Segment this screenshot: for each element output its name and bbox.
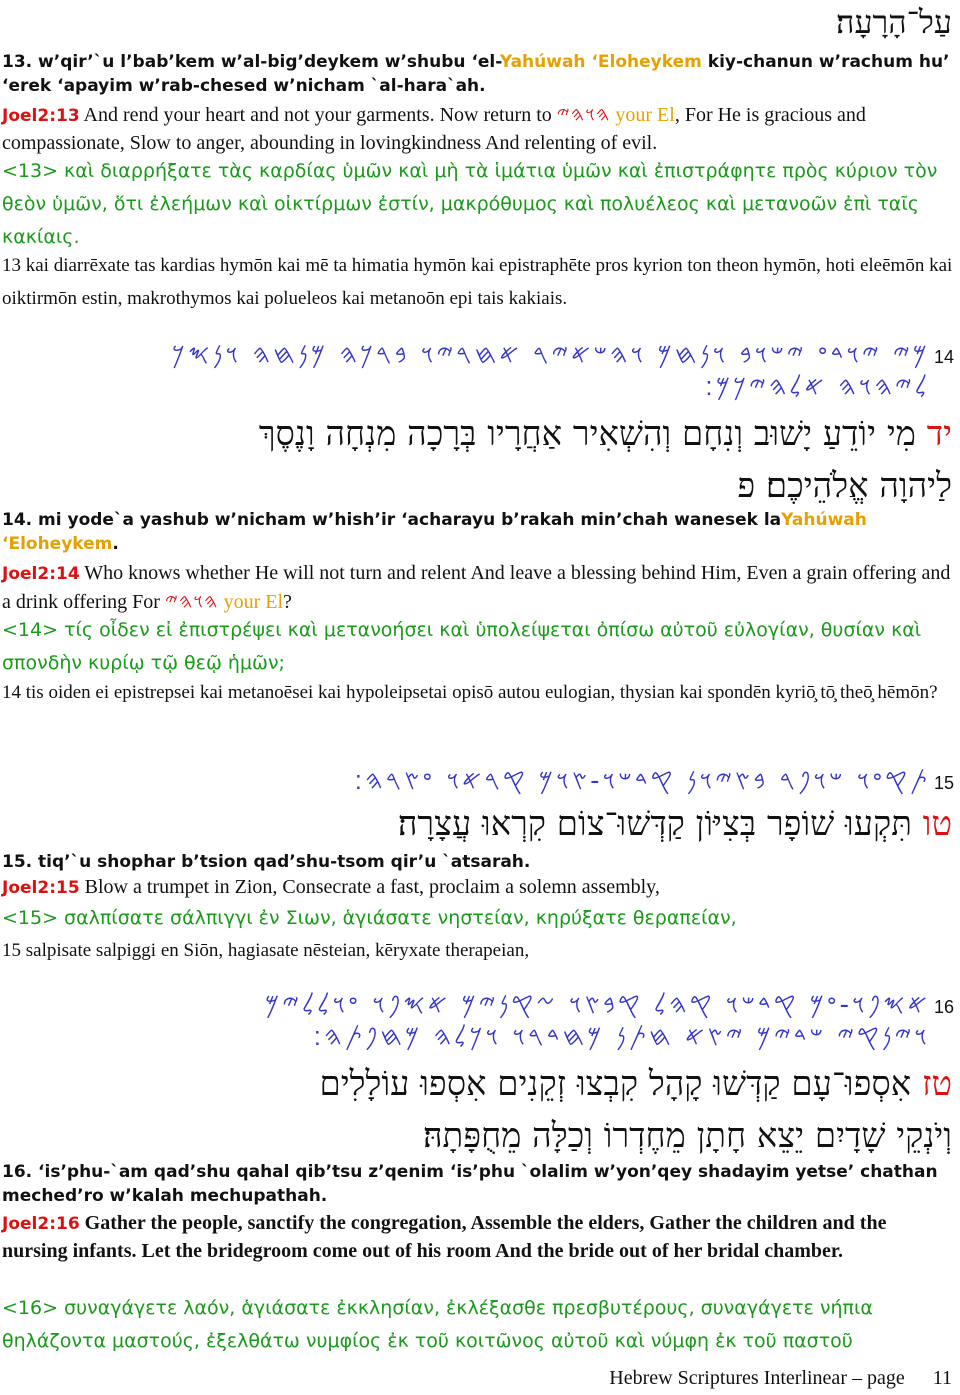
v15-hebrew-line1: טו תִּקְעוּ שׁוֹפָר בְּצִיּוֹן קַדְּשׁוּ־צוֹם קִרְאוּ עֲצָרָה׃: [397, 804, 952, 844]
v14-verse-number: 14: [933, 347, 954, 367]
v14-hebrew-line2: לַיהוָה אֱלֹהֵיכֶם׃ פ: [737, 466, 952, 506]
page-number: 11: [932, 1367, 952, 1389]
v13-english: Joel2:13 And rend your heart and not your garments. Now return to 𐤄𐤅𐤄𐤉 your El, For He is gracious and compassionate, Slow to anger, abounding in lovingkindness And relenting of evil.: [2, 102, 866, 154]
v13-greek: <13> καὶ διαρρήξατε τὰς καρδίας ὑμῶν καὶ μὴ τὰ ἱμάτια ὑμῶν καὶ ἐπιστράφητε πρὸς κύριον τὸν θεὸν ὑμῶν, ὅτι ἐλεήμων καὶ οἰκτίρμων ἐστίν, μακρόθυμος καὶ πολυέλεος καὶ μετανοῶν ἐπὶ ταῖς κακίαις.: [2, 160, 938, 248]
page-footer: [609, 1367, 952, 1390]
v14-greek: <14> τίς οἶδεν εἰ ἐπιστρέψει καὶ μετανοήσει καὶ ὑπολείψεται ὀπίσω αὐτοῦ εὐλογίαν, θυσίαν καὶ σπονδὴν κυρίῳ τῷ θεῷ ἡμῶν;: [2, 619, 922, 674]
v15-english: Joel2:15 Blow a trumpet in Zion, Consecrate a fast, proclaim a solemn assembly,: [2, 876, 660, 898]
v14-english: Joel2:14 Who knows whether He will not turn and relent And leave a blessing behind Him, Even a grain offering and a drink offering For 𐤄𐤅𐤄𐤉 your El?: [2, 562, 951, 613]
v15-greek: <15> σαλπίσατε σάλπιγγι ἐν Σιων, ἁγιάσατε νηστείαν, κηρύξατε θεραπείαν,: [2, 907, 737, 929]
v16-paleo-line2: 𐤅𐤉𐤍𐤒𐤉 𐤔𐤃𐤉𐤌 𐤉𐤑𐤀 𐤇𐤕𐤍 𐤌𐤇𐤃𐤓𐤅 𐤅𐤊𐤋𐤄 𐤌𐤇𐤐𐤕𐤄׃: [313, 1022, 930, 1052]
v13-transliteration: 13. w’qir’`u l’bab’kem w’al-big’deykem w’shubu ‘el-Yahúwah ‘Eloheykem kiy-chanun w’rachum hu’ ‘erek ‘apayim w’rab-chesed w’nicham `al-hara`ah.: [2, 52, 950, 96]
v15-greek-romanized: 15 salpisate salpiggi en Siōn, hagiasate nēsteian, kēryxate therapeian,: [2, 940, 530, 961]
v16-hebrew-line1: טז אִסְפוּ־עָם קַדְּשׁוּ קָהָל קִבְצוּ זְקֵנִים אִסְפוּ עוֹלָלִים: [319, 1064, 952, 1104]
v16-transliteration: 16. ‘is’phu-`am qad’shu qahal qib’tsu z’qenim ‘is’phu `olalim w’yon’qey shadayim yetse’ chathan meched’ro w’kalah mechupathah.: [2, 1162, 938, 1206]
hebrew-fragment-top: עַל־הָרָעָה׃: [836, 3, 952, 41]
v14-paleo-line2: 𐤋𐤉𐤄𐤅𐤄 𐤀𐤋𐤄𐤉𐤊𐤌׃: [705, 372, 930, 402]
v15-paleo-line1: 𐤕𐤒𐤏𐤅 𐤔𐤅𐤐𐤓 𐤁𐤑𐤉𐤅𐤍 𐤒𐤃𐤔𐤅-𐤑𐤅𐤌 𐤒𐤓𐤀𐤅 𐤏𐤑𐤓𐤄׃: [354, 766, 930, 796]
v16-hebrew-line2: וְיֹנְקֵי שָׁדָיִם יֵצֵא חָתָן מֵחֶדְרוֹ וְכַלָּה מֵחֻפָּתָהּ׃: [422, 1116, 952, 1156]
v16-paleo-line1: 𐤀𐤎𐤐𐤅-𐤏𐤌 𐤒𐤃𐤔𐤅 𐤒𐤄𐤋 𐤒𐤁𐤑𐤅 𐤆𐤒𐤍𐤉𐤌 𐤀𐤎𐤐𐤅 𐤏𐤅𐤋𐤋𐤉𐤌: [264, 990, 930, 1020]
v15-verse-number: 15: [933, 773, 954, 793]
v16-verse-number: 16: [933, 997, 954, 1017]
v14-greek-romanized: 14 tis oiden ei epistrepsei kai metanoēsei kai hypoleipsetai opisō autou eulogian, thysian kai spondēn kyriō̧ tō̧ theō̧ hēmōn?: [2, 682, 938, 703]
v16-english: Joel2:16 Gather the people, sanctify the congregation, Assemble the elders, Gather the children and the nursing infants. Let the bridegroom come out of his room And the bride out of her bridal chamber.: [2, 1212, 887, 1262]
paleo-name-inline: 𐤄𐤅𐤄𐤉: [556, 102, 611, 126]
paleo-name-inline: 𐤄𐤅𐤄𐤉: [164, 589, 219, 613]
v14-transliteration: 14. mi yode`a yashub w’nicham w’hish’ir ‘acharayu b’rakah min’chah wanesek laYahúwah ‘Eloheykem.: [2, 510, 867, 554]
v16-greek: <16> συναγάγετε λαόν, ἁγιάσατε ἐκκλησίαν, ἐκλέξασθε πρεσβυτέρους, συναγάγετε νήπια θηλάζοντα μαστούς, ἐξελθάτω νυμφίος ἐκ τοῦ κοιτῶνος αὐτοῦ καὶ νύμφη ἐκ τοῦ παστοῦ: [2, 1297, 873, 1352]
v13-greek-romanized: 13 kai diarrēxate tas kardias hymōn kai mē ta himatia hymōn kai epistraphēte pros kyrion ton theon hymōn, hoti eleēmōn kai oiktirmōn estin, makrothymos kai polueleos kai metanoōn epi tais kakiais.: [2, 255, 953, 309]
v15-transliteration: 15. tiq’`u shophar b’tsion qad’shu-tsom qir’u `atsarah.: [2, 852, 531, 872]
v14-paleo-line1: 𐤌𐤉 𐤉𐤅𐤃𐤏 𐤉𐤔𐤅𐤁 𐤅𐤍𐤇𐤌 𐤅𐤄𐤔𐤀𐤉𐤓 𐤀𐤇𐤓𐤉𐤅 𐤁𐤓𐤊𐤄 𐤌𐤍𐤇𐤄 𐤅𐤍𐤎𐤊: [171, 340, 930, 370]
v14-hebrew-line1: יד מִי יוֹדֵעַ יָשׁוּב וְנִחָם וְהִשְׁאִיר אַחֲרָיו בְּרָכָה מִנְחָה וָנֶסֶךְ: [258, 414, 952, 454]
footer-title: Hebrew Scriptures Interlinear – page: [609, 1367, 905, 1389]
